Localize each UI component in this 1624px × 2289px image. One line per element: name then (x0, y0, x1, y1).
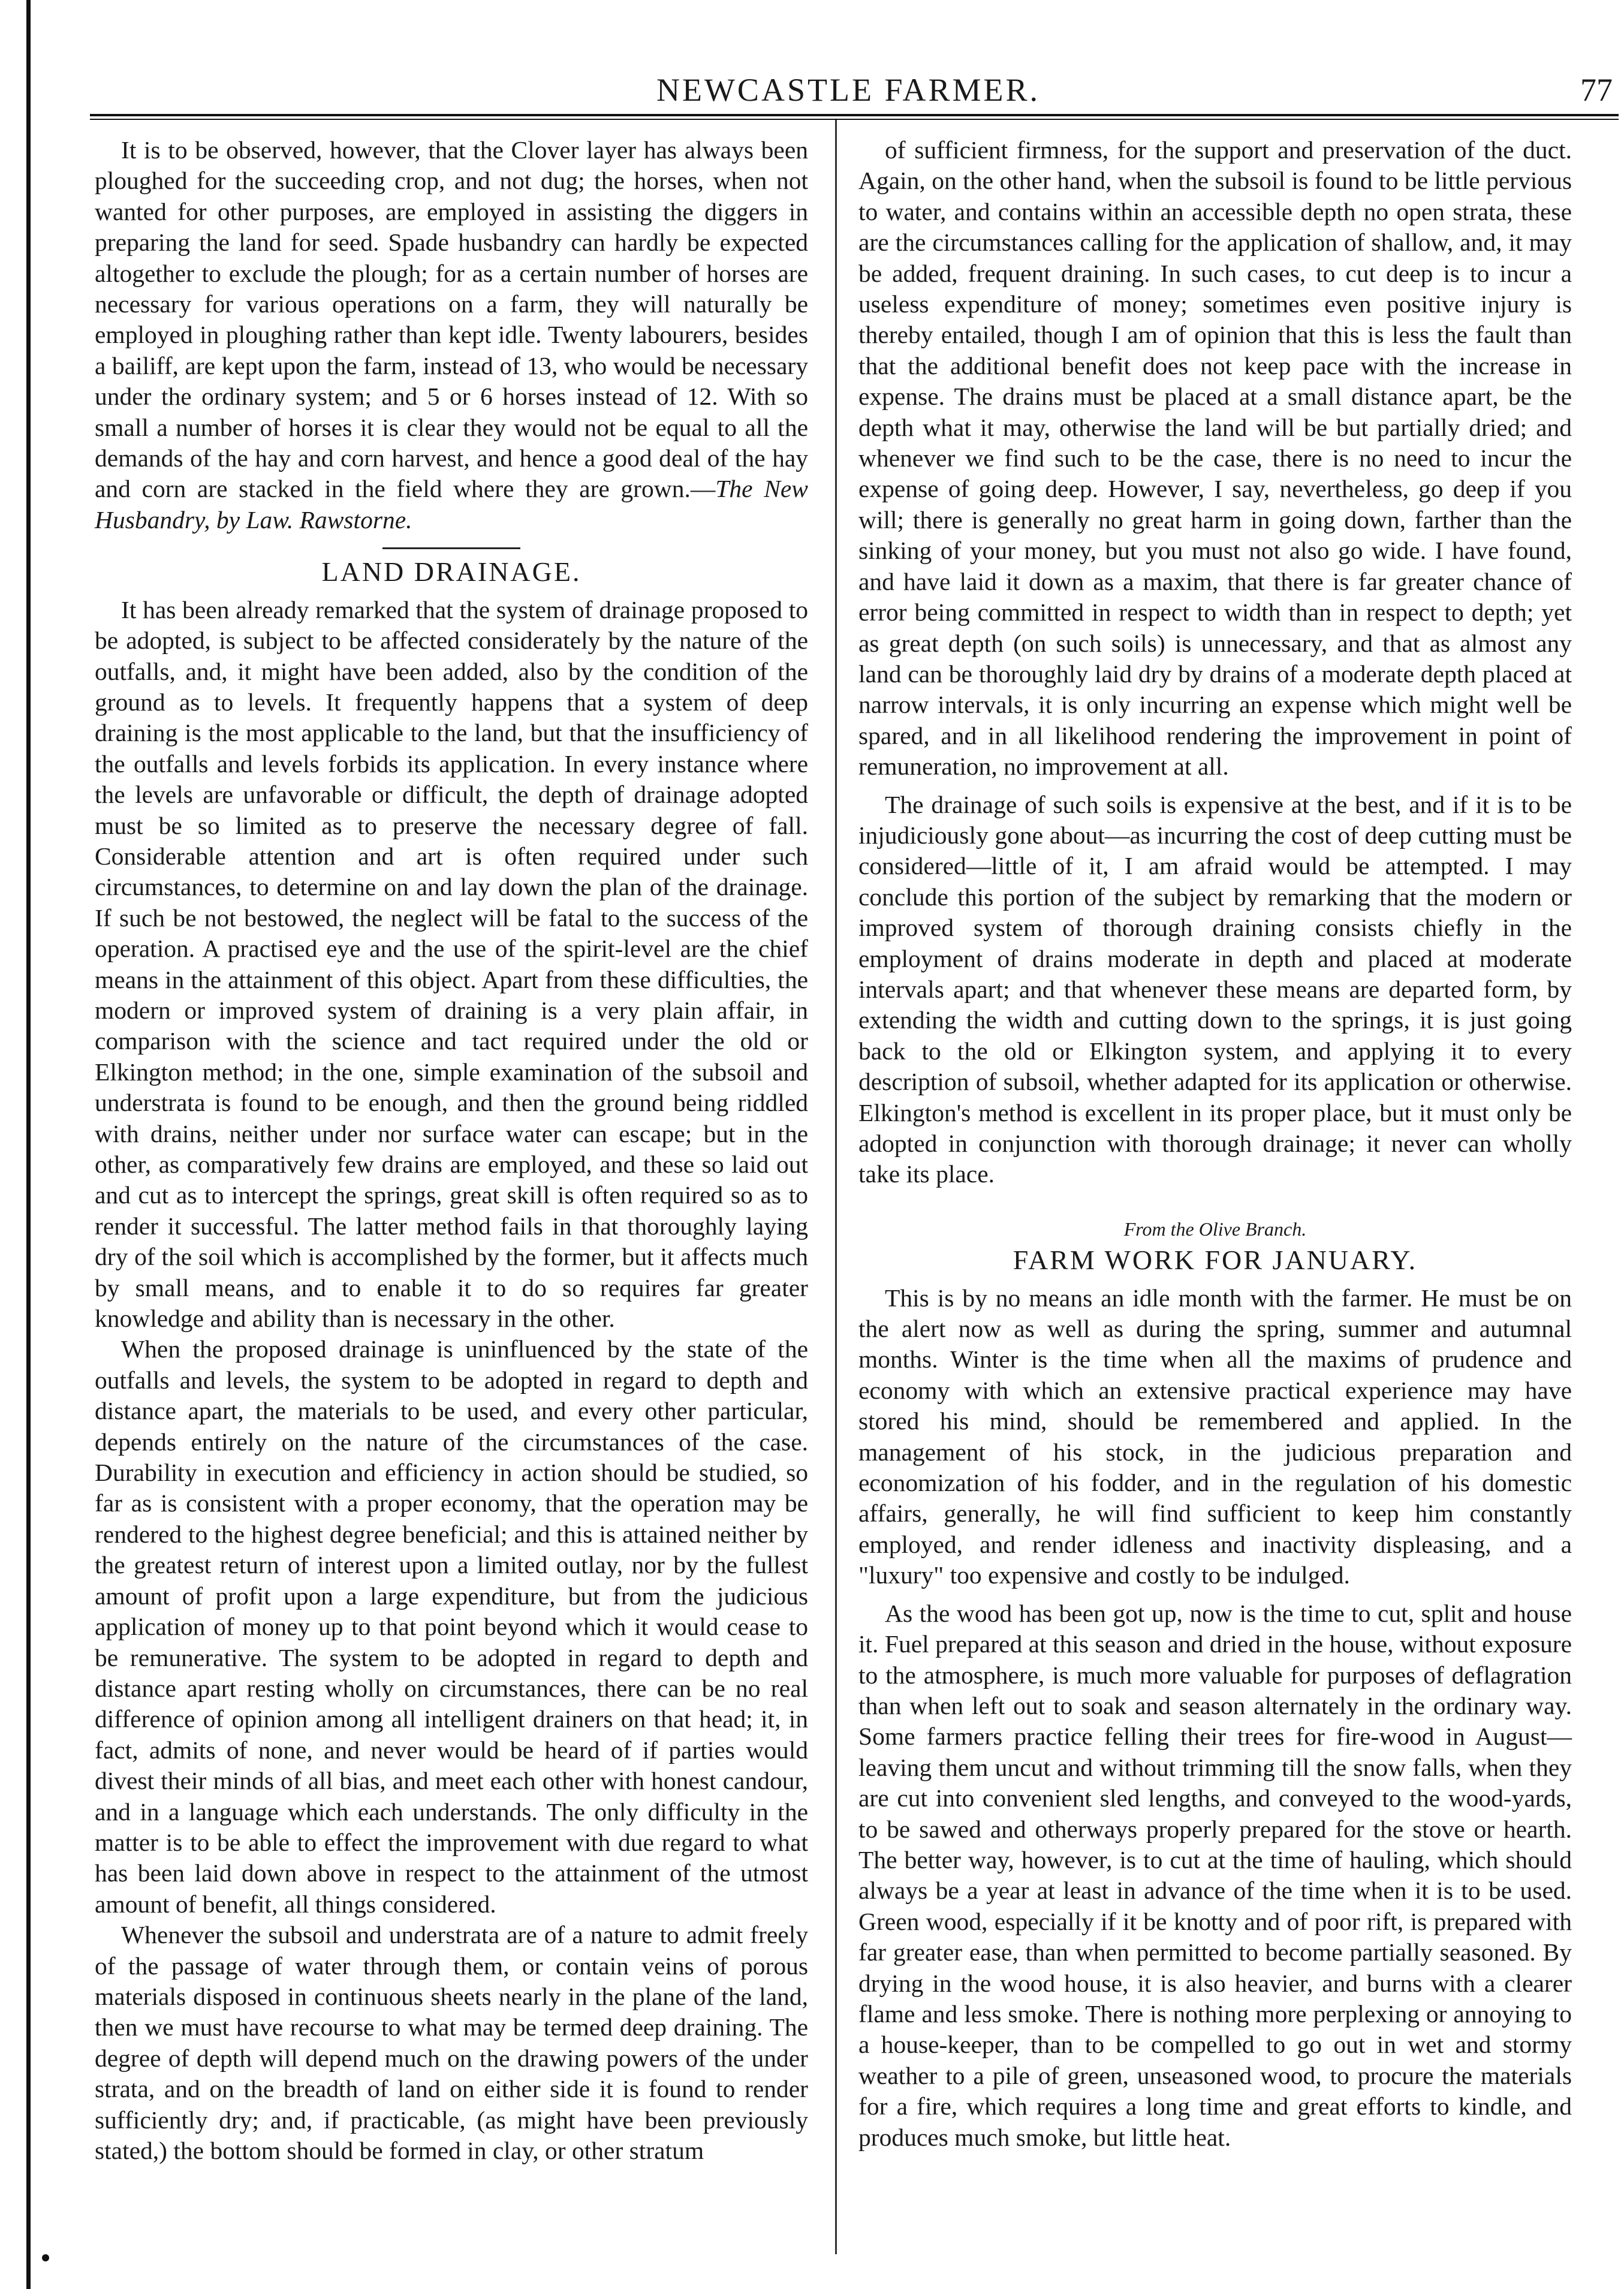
farm-paragraph-2: As the wood has been got up, now is the time to cut, split and house it. Fuel prepared at this season and dried in the house, without exposure to the atmosphere, is much more valuable for purposes of deflagration than when left out to soak and season alternately in the ordinary way. Some farmers practice felling their trees for fire-wood in August—leaving them uncut and without trimming till the snow falls, when they are cut into convenient sled lengths, and conveyed to the wood-yards, to be sawed and otherways properly prepared for the stove or hearth. The better way, however, is to cut at the time of hauling, which should always be a year at least in advance of the time when it is to be used. Green wood, especially if it be knotty and of poor rift, is prepared with far greater ease, than when permitted to become partially seasoned. By drying in the wood house, it is also heavier, and burns with a clearer flame and less smoke. There is nothing more perplexing or annoying to a house-keeper, than to be compelled to go out in wet and stormy weather to a pile of green, unseasoned wood, to procure the materials for a fire, which requires a long time and great efforts to kindle, and produces much smoke, but little heat. (858, 1599, 1572, 2151)
drainage-paragraph-1: It has been already remarked that the system of drainage proposed to be adopted, is subject to be affected considerately by the nature of the outfalls, and, it might have been added, also by the condition of the ground as to levels. It frequently happens that a system of deep draining is the most applicable to the land, but that the insufficiency of the outfalls and levels forbids its application. In every instance where the levels are unfavorable or difficult, the depth of drainage adopted must be so limited as to preserve the necessary degree of fall. Considerable attention and art is often required under such circumstances, to determine on and lay down the plan of the drainage. If such be not bestowed, the neglect will be fatal to the success of the operation. A practised eye and the use of the spirit-level are the chief means in the attainment of this object. Apart from these difficulties, the modern or improved system of draining is a very plain affair, in comparison with the science and tact required under the old or Elkington method; in the one, simple examination of the subsoil and understrata is found to be enough, and then the ground being riddled with drains, neither under nor surface water can escape; but in the other, as comparatively few drains are employed, and these so laid out and cut as to intercept the springs, great skill is often required so as to render it successful. The latter method fails in that thoroughly laying dry of the soil which is accomplished by the former, but it affects much by small means, and to enable it to do so requires far greater knowledge and ability than is necessary in the other. (95, 595, 808, 1333)
left-column (95, 135, 808, 2166)
land-drainage-heading: LAND DRAINAGE. (321, 556, 581, 588)
intro-text: It is to be observed, however, that the Clover layer has always been ploughed for the succeeding crop, and not dug; the horses, when not wanted for other purposes, are employed in assisting the diggers in preparing the land for seed. Spade husbandry can hardly be expected altogether to exclude the plough; for as a certain number of horses are necessary for various operations on a farm, they will naturally be employed in ploughing rather than kept idle. Twenty labourers, besides a bailiff, are kept upon the farm, instead of 13, who would be necessary under the ordinary system; and 5 or 6 horses instead of 12. With so small a number of horses it is clear they would not be equal to all the demands of the hay and corn harvest, and hence a good deal of the hay and corn are stacked in the field where they are grown.— (95, 136, 808, 503)
drainage-paragraph-5: The drainage of such soils is expensive at the best, and if it is to be injudiciously gone about—as incurring the cost of deep cutting must be considered—little of it, I am afraid would be attempted. I may conclude this portion of the subject by remarking that the modern or improved system of thorough draining consists chiefly in the employment of drains moderate in depth and placed at moderate intervals apart; and that whenever these means are departed form, by extending the width and cutting down to the springs, it is just going back to the old or Elkington system, and applying it to every description of subsoil, whether adapted for its application or otherwise. Elkington's method is excellent in its proper place, but it must only be adopted in conjunction with thorough drainage; it never can wholly take its place. (858, 790, 1572, 1188)
drainage-paragraph-3: Whenever the subsoil and understrata are of a nature to admit freely of the passage of water through them, or contain veins of porous materials disposed in continuous sheets nearly in the plane of the land, then we must have recourse to what may be termed deep draining. The degree of depth will depend much on the drawing powers of the under strata, and on the breadth of land on either side it is found to render sufficiently dry; and, if practicable, (as might have been previously stated,) the bottom should be formed in clay, or other stratum (95, 1921, 808, 2164)
drainage-paragraph-2: When the proposed drainage is uninfluenced by the state of the outfalls and levels, the system to be adopted in regard to depth and distance apart, the materials to be used, and every other particular, depends entirely on the nature of the circumstances of the case. Durability in execution and efficiency in action should be studied, so far as is consistent with a proper economy, that the operation may be rendered to the highest degree beneficial; and this is attained neither by the greatest return of interest upon a limited outlay, nor by the fullest amount of profit upon a large expenditure, but from the judicious application of money up to that point beyond which it would cease to be remunerative. The system to be adopted in regard to depth and distance apart resting wholly on circumstances, there can be no real difference of opinion among all intelligent drainers on that head; it, in fact, admits of none, and never would be heard of if parties would divest their minds of all bias, and meet each other with honest candour, and in a language which each understands. The only difficulty in the matter is to be able to effect the improvement with due regard to what has been laid down above in respect to the attainment of the utmost amount of benefit, all things considered. (95, 1335, 808, 1918)
intro-paragraph (95, 135, 808, 535)
source-line: From the Olive Branch. (1123, 1218, 1307, 1240)
header-rule (90, 114, 1619, 116)
column-divider (835, 120, 837, 2254)
right-column (858, 135, 1572, 2153)
intro-attribution: The New Husbandry, by Law. Rawstorne. (95, 475, 808, 534)
page-number: 77 (1580, 72, 1613, 108)
section-rule (382, 547, 520, 549)
farm-paragraph-1: This is by no means an idle month with the farmer. He must be on the alert now as well as during the spring, summer and autumnal months. Winter is the time when all the maxims of prudence and economy with which an extensive practical experience may have stored his mind, should be remembered and applied. In the management of his stock, in the judicious preparation and economization of his fodder, and in the regulation of his domestic affairs, generally, he will find sufficient to keep him constantly employed, and render idleness and inactivity displeasing, and a "luxury" too expensive and costly to be indulged. (858, 1284, 1572, 1589)
page-title: NEWCASTLE FARMER. (656, 72, 1040, 108)
margin-dot (42, 2254, 49, 2261)
page-header (90, 66, 1624, 114)
margin-rule (26, 0, 31, 2289)
header-rule-thin (90, 119, 1619, 120)
farm-work-heading: FARM WORK FOR JANUARY. (1013, 1245, 1418, 1276)
drainage-paragraph-4: of sufficient firmness, for the support and preservation of the duct. Again, on the other hand, when the subsoil is found to be little pervious to water, and contains within an accessible depth no open strata, these are the circumstances calling for the application of shallow, and, it may be added, frequent draining. In such cases, to cut deep is to incur a useless expenditure of money; sometimes even positive injury is thereby entailed, though I am of opinion that this is less the fault than that the additional benefit does not keep pace with the increase in expense. The drains must be placed at a small distance apart, be the depth what it may, otherwise the land will be but partially dried; and whenever we find such to be the case, there is no need to incur the expense of going deep. However, I say, nevertheless, go deep if you will; there is generally no great harm in going down, farther than the sinking of your money, but you must not also go wide. I have found, and have laid it down as a maxim, that there is far greater chance of error being committed in respect to width than in respect to depth; yet as great depth (on such soils) is unnecessary, and that as almost any land can be thoroughly laid dry by drains of a moderate depth placed at narrow intervals, it is only incurring an expense which might well be spared, and in all likelihood rendering the improvement in point of remuneration, no improvement at all. (858, 136, 1572, 781)
